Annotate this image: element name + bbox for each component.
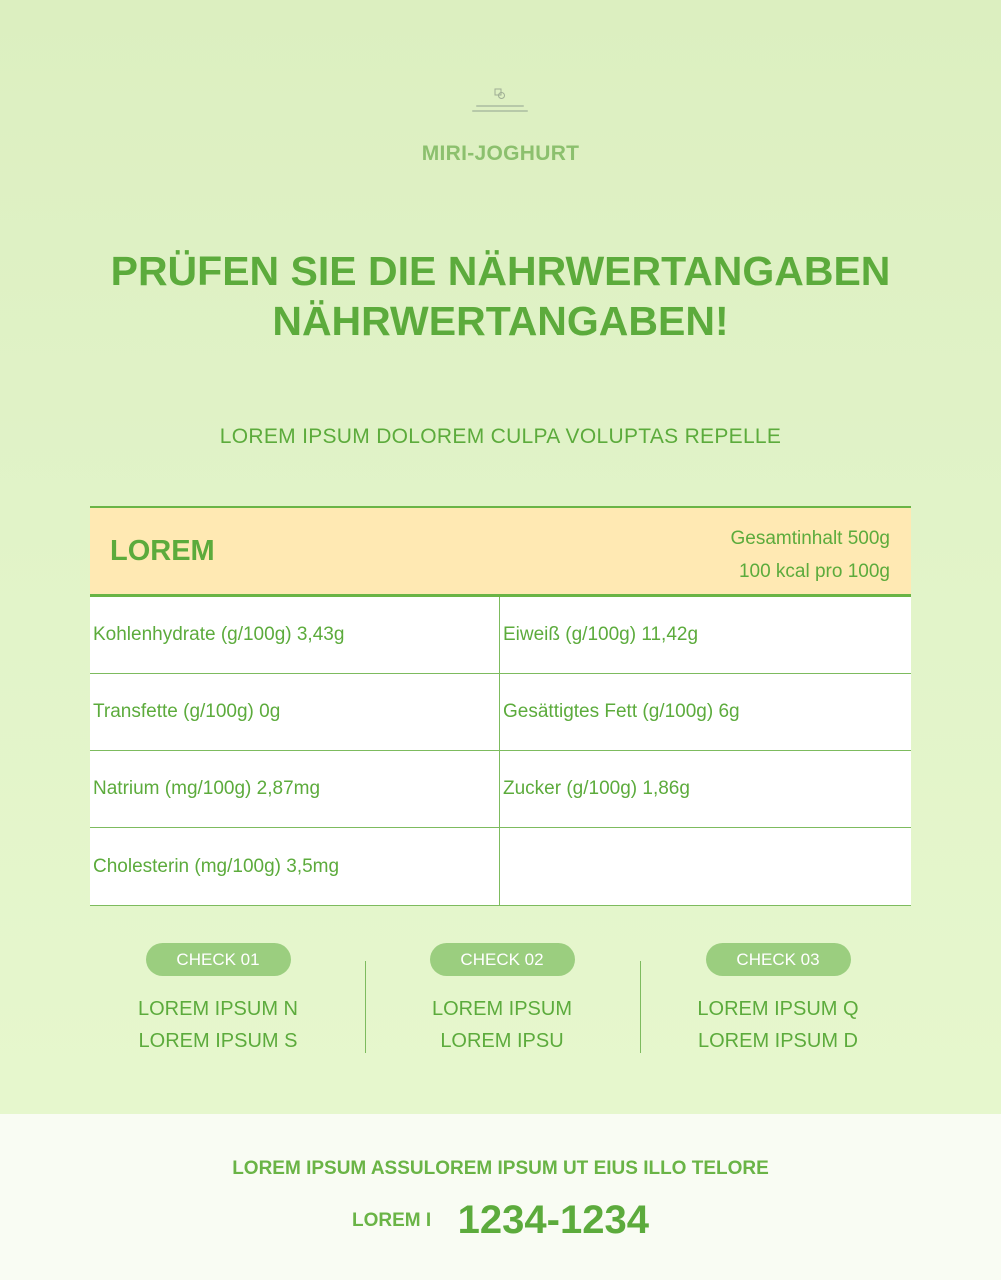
contact-label: LOREM I — [352, 1209, 432, 1231]
nutrition-title: LOREM — [110, 535, 215, 567]
check-badge: CHECK 01 — [146, 943, 291, 976]
nutrition-summary — [731, 522, 891, 588]
divider — [640, 961, 641, 1053]
check-badge: CHECK 02 — [430, 943, 575, 976]
nutrition-cell: Eiweiß (g/100g) 11,42g — [500, 597, 911, 674]
check-text: LOREM IPSU — [440, 1030, 564, 1052]
page-title: PRÜFEN SIE DIE NÄHRWERTANGABEN NÄHRWERTANGABEN! — [110, 248, 891, 344]
contact-number[interactable]: 1234-1234 — [457, 1198, 649, 1242]
nutrition-header — [90, 506, 911, 597]
total-content: Gesamtinhalt 500g — [730, 528, 890, 549]
logo — [450, 88, 550, 112]
check-item — [108, 943, 328, 1057]
check-text: LOREM IPSUM — [431, 998, 573, 1020]
nutrition-cell: Natrium (mg/100g) 2,87mg — [90, 751, 500, 828]
footer — [0, 1114, 1001, 1280]
nutrition-cell: Cholesterin (mg/100g) 3,5mg — [90, 828, 500, 905]
divider — [365, 961, 366, 1053]
check-badge: CHECK 03 — [706, 943, 851, 976]
check-text: LOREM IPSUM S — [138, 1030, 298, 1052]
nutrition-grid — [90, 597, 911, 906]
nutrition-cell — [500, 828, 911, 905]
contact — [0, 1198, 1001, 1243]
check-item — [668, 943, 888, 1057]
checks-section — [78, 943, 918, 1055]
check-text: LOREM IPSUM Q — [697, 998, 859, 1020]
nutrition-table — [90, 506, 911, 906]
nutrition-cell: Gesättigtes Fett (g/100g) 6g — [500, 674, 911, 751]
nutrition-cell: Zucker (g/100g) 1,86g — [500, 751, 911, 828]
leaf-logo-icon — [494, 88, 506, 100]
brand-name: MIRI-JOGHURT — [421, 142, 580, 165]
check-text: LOREM IPSUM D — [697, 1030, 859, 1052]
calories: 100 kcal pro 100g — [738, 561, 890, 582]
subheading: LOREM IPSUM DOLOREM CULPA VOLUPTAS REPELLE — [219, 425, 782, 448]
nutrition-cell: Transfette (g/100g) 0g — [90, 674, 500, 751]
check-item — [392, 943, 612, 1057]
nutrition-cell: Kohlenhydrate (g/100g) 3,43g — [90, 597, 500, 674]
check-text: LOREM IPSUM N — [137, 998, 299, 1020]
footer-text: LOREM IPSUM ASSULOREM IPSUM UT EIUS ILLO TELORE — [232, 1158, 769, 1179]
